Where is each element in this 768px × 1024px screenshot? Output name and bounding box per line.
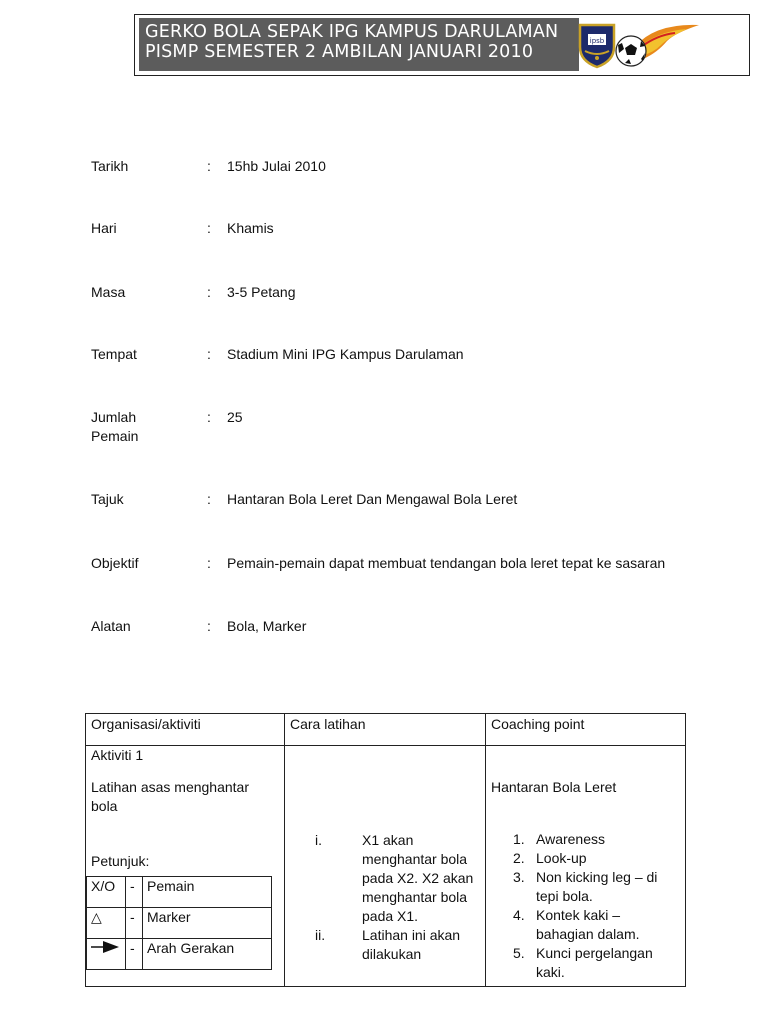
list-text: Latihan ini akan dilakukan bbox=[362, 927, 461, 962]
header-title bbox=[145, 22, 558, 62]
legend-meaning: Pemain bbox=[143, 877, 272, 908]
coaching-point-cell bbox=[486, 746, 686, 987]
list-text: Look-up bbox=[536, 850, 587, 866]
list-text: X1 akan menghantar bola pada X2. X2 akan menghantar bola pada X1. bbox=[362, 832, 474, 924]
list-item bbox=[491, 868, 680, 906]
field-label: Masa bbox=[91, 284, 126, 300]
list-item bbox=[491, 830, 680, 849]
legend-symbol bbox=[87, 939, 126, 970]
list-text: Non kicking leg – di tepi bola. bbox=[536, 869, 658, 904]
list-item bbox=[491, 944, 680, 982]
header-line-1: GERKO BOLA SEPAK IPG KAMPUS DARULAMAN bbox=[145, 22, 559, 42]
header-line-2: PISMP SEMESTER 2 AMBILAN JANUARI 2010 bbox=[145, 42, 534, 62]
field-value: Pemain-pemain dapat membuat tendangan bola leret tepat ke sasaran bbox=[227, 555, 666, 571]
field-colon: : bbox=[207, 220, 211, 236]
list-item bbox=[290, 831, 480, 926]
organisasi-cell bbox=[86, 746, 285, 987]
table-row bbox=[86, 746, 686, 987]
list-number: ii. bbox=[315, 927, 326, 943]
coaching-points-list bbox=[491, 830, 680, 982]
petunjuk-label: Petunjuk: bbox=[91, 853, 150, 869]
table-header-organisasi: Organisasi/aktiviti bbox=[86, 714, 285, 746]
list-text: Awareness bbox=[536, 831, 606, 847]
list-number: i. bbox=[315, 832, 322, 848]
triangle-marker-icon: △ bbox=[87, 908, 126, 939]
field-value: Hantaran Bola Leret Dan Mengawal Bola Leret bbox=[227, 491, 518, 507]
legend-dash: - bbox=[126, 877, 143, 908]
field-value: Stadium Mini IPG Kampus Darulaman bbox=[227, 346, 464, 362]
coaching-title: Hantaran Bola Leret bbox=[491, 779, 617, 795]
list-text: Kunci pergelangan kaki. bbox=[536, 945, 653, 980]
field-colon: : bbox=[207, 491, 211, 507]
field-label: Tempat bbox=[91, 346, 137, 362]
ipsb-crest-icon bbox=[577, 21, 617, 69]
logo-text: ipsb bbox=[589, 37, 605, 45]
field-colon: : bbox=[207, 346, 211, 362]
list-number: 2. bbox=[513, 850, 525, 866]
field-label: Tajuk bbox=[91, 491, 124, 507]
legend-row bbox=[87, 908, 272, 939]
field-colon: : bbox=[207, 158, 211, 174]
field-colon: : bbox=[207, 618, 211, 634]
field-label: Tarikh bbox=[91, 158, 129, 174]
list-number: 5. bbox=[513, 945, 525, 961]
field-value: 3-5 Petang bbox=[227, 284, 296, 300]
list-item bbox=[491, 849, 680, 868]
field-label: Hari bbox=[91, 220, 117, 236]
cara-latihan-list bbox=[290, 831, 480, 964]
cara-latihan-cell bbox=[285, 746, 486, 987]
table-header-row bbox=[86, 714, 686, 746]
legend-dash: - bbox=[126, 908, 143, 939]
arrow-right-icon bbox=[91, 939, 121, 955]
field-label: Objektif bbox=[91, 555, 139, 571]
field-label: Alatan bbox=[91, 618, 131, 634]
legend-meaning: Marker bbox=[143, 908, 272, 939]
field-value: 25 bbox=[227, 409, 243, 425]
list-number: 4. bbox=[513, 907, 525, 923]
field-colon: : bbox=[207, 555, 211, 571]
document-header bbox=[134, 14, 750, 76]
list-text: Kontek kaki – bahagian dalam. bbox=[536, 907, 640, 942]
training-plan-table bbox=[85, 713, 686, 987]
header-band bbox=[139, 18, 579, 71]
table-header-cara-latihan: Cara latihan bbox=[285, 714, 486, 746]
list-item bbox=[290, 926, 480, 964]
table-header-coaching-point: Coaching point bbox=[486, 714, 686, 746]
field-value: Bola, Marker bbox=[227, 618, 307, 634]
field-label: Jumlah Pemain bbox=[91, 409, 139, 444]
legend-table bbox=[86, 876, 272, 970]
field-value: 15hb Julai 2010 bbox=[227, 158, 326, 174]
legend-symbol: X/O bbox=[87, 877, 126, 908]
field-colon: : bbox=[207, 409, 211, 425]
activity-title: Aktiviti 1 bbox=[91, 747, 144, 763]
activity-description: Latihan asas menghantar bola bbox=[91, 779, 249, 814]
legend-meaning: Arah Gerakan bbox=[143, 939, 272, 970]
field-colon: : bbox=[207, 284, 211, 300]
legend-row bbox=[87, 877, 272, 908]
football-flame-icon bbox=[613, 19, 703, 69]
list-number: 1. bbox=[513, 831, 525, 847]
list-number: 3. bbox=[513, 869, 525, 885]
legend-dash: - bbox=[126, 939, 143, 970]
list-item bbox=[491, 906, 680, 944]
field-value: Khamis bbox=[227, 220, 274, 236]
legend-row bbox=[87, 939, 272, 970]
